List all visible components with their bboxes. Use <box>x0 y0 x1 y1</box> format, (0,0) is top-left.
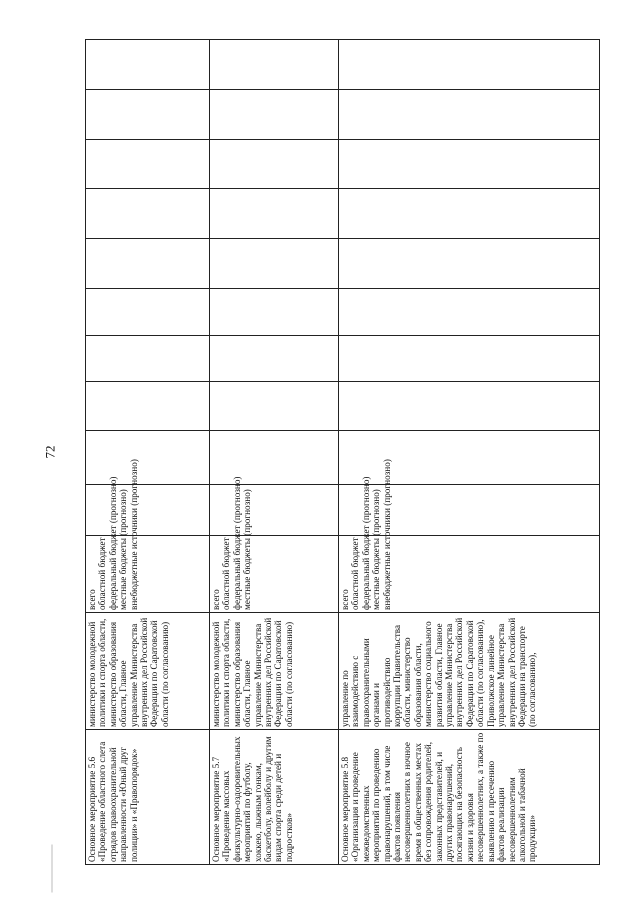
value-cell <box>210 40 339 90</box>
value-cell <box>339 140 600 189</box>
executor-cell: управление по взаимодействию с правоохранительными органами и противодействию коррупции Правительства области, министерство образования области, министерство социального развития области, Главное управление Министерства внутренних дел Российской Федерации по Саратовской области (по согласованию), Приволжское линейное управление Министерства внутренних дел Российской Федерации на транспорте (по согласованию), <box>339 613 600 730</box>
activity-cell: Основное мероприятие 5.6 «Проведение областного слета отрядов правоохранительной направленности «Юный друг полиции» и «Правопорядок» <box>86 730 210 865</box>
value-cell <box>210 90 339 140</box>
funding-source-line: всего <box>340 589 350 610</box>
scan-artifact <box>52 845 53 893</box>
sources-cell <box>339 459 600 613</box>
value-cell <box>210 140 339 189</box>
value-cell <box>86 189 210 239</box>
activity-cell: Основное мероприятие 5.7 «Проведение массовых физкультурно-оздоровительных мероприятий по футболу, хоккею, лыжным гонкам, баскетболу, волейболу и другим видам спорта среди детей и подростков» <box>210 730 339 865</box>
value-cell <box>86 336 210 382</box>
table-row <box>339 40 600 865</box>
value-cell <box>86 485 210 536</box>
funding-source-line: всего <box>87 589 97 610</box>
funding-source-line: всего <box>211 589 221 610</box>
value-cell <box>210 431 339 485</box>
value-cell <box>86 40 210 90</box>
value-cell <box>86 239 210 289</box>
table-row <box>86 40 210 865</box>
value-cell <box>339 336 600 382</box>
funding-source-line: местные бюджеты (прогнозно) <box>371 489 382 610</box>
page-number: 72 <box>42 445 58 459</box>
program-table <box>85 39 600 865</box>
value-cell <box>339 189 600 239</box>
sources-cell <box>210 476 339 613</box>
value-cell <box>86 382 210 431</box>
sources-cell <box>86 459 210 613</box>
funding-source-line: федеральный бюджет (прогнозно) <box>360 476 371 610</box>
funding-source-line: местные бюджеты (прогнозно) <box>242 489 253 610</box>
table-body <box>86 40 600 865</box>
value-cell <box>339 289 600 336</box>
funding-source-line: внебюджетные источники (прогнозно) <box>128 459 139 610</box>
funding-source-line: внебюджетные источники (прогнозно) <box>381 459 392 610</box>
value-cell <box>339 90 600 140</box>
funding-source-line: местные бюджеты (прогнозно) <box>118 489 129 610</box>
executor-cell: министерство молодежной политики и спорта области, министерство образования области, Главное управление Министерства внутренних дел Российской Федерации по Саратовской области (по согласованию) <box>210 613 339 730</box>
funding-source-line: областной бюджет <box>221 537 232 610</box>
value-cell <box>339 40 600 90</box>
value-cell <box>210 239 339 289</box>
funding-source-line: областной бюджет <box>97 537 108 610</box>
funding-source-line: областной бюджет <box>350 537 361 610</box>
funding-source-line: федеральный бюджет (прогнозно) <box>231 476 242 610</box>
value-cell <box>86 289 210 336</box>
value-cell <box>339 431 600 485</box>
value-cell <box>86 431 210 485</box>
table-row <box>210 40 339 865</box>
value-cell <box>210 336 339 382</box>
rotated-table-container <box>85 40 599 865</box>
value-cell <box>339 382 600 431</box>
value-cell <box>86 90 210 140</box>
executor-cell: министерство молодежной политики и спорта области, министерство образования области, Главное управление Министерства внутренних дел Российской Федерации по Саратовской области (по согласованию) <box>86 613 210 730</box>
value-cell <box>210 289 339 336</box>
value-cell <box>86 140 210 189</box>
value-cell <box>339 239 600 289</box>
value-cell <box>210 382 339 431</box>
value-cell <box>210 189 339 239</box>
funding-source-line: федеральный бюджет (прогнозно) <box>107 476 118 610</box>
activity-cell: Основное мероприятие 5.8 «Организация и проведение межведомственных мероприятий по проведению правонарушений, в том числе фактов появления несовершеннолетних в ночное время в общественных местах без сопровождения родителей, законных представителей, и других правонарушений, посягающих на безопасность жизни и здоровья несовершеннолетних, а также по выявлению и пресечению фактов реализации несовершеннолетним алкогольной и табачной продукции» <box>339 730 600 865</box>
value-cell <box>210 485 339 536</box>
